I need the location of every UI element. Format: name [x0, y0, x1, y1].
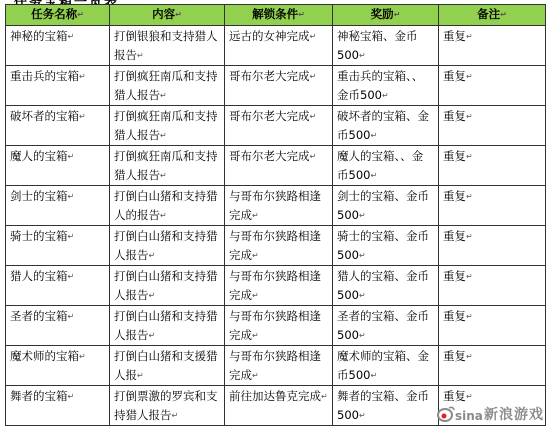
- cell-content: 打倒疯狂南瓜和支持猎人报告↵: [110, 66, 225, 106]
- table-row: [6, 66, 546, 106]
- cell-reward: 神秘宝箱、金币500↵: [333, 26, 439, 66]
- column-header-content: 内容↵: [110, 5, 225, 26]
- cell-unlock: 哥布尔老大完成↵: [225, 106, 333, 146]
- cell-note: 重复↵: [439, 26, 546, 66]
- cell-content: 打倒票激的罗宾和支持猎人报告↵: [110, 386, 225, 426]
- cell-unlock: 前往加达鲁克完成↵: [225, 386, 333, 426]
- cell-reward: 魔人的宝箱、、金币500↵: [333, 146, 439, 186]
- cell-note: 重复↵: [439, 186, 546, 226]
- cell-reward: 圣者的宝箱、金币500↵: [333, 306, 439, 346]
- cell-unlock: 哥布尔老大完成↵: [225, 146, 333, 186]
- cell-note: 重复↵: [439, 266, 546, 306]
- cell-reward: 猎人的宝箱、金币500↵: [333, 266, 439, 306]
- cell-reward: 魔术师的宝箱、金币500↵: [333, 346, 439, 386]
- cell-note: 重复↵: [439, 106, 546, 146]
- cell-name: 魔术师的宝箱↵: [6, 346, 110, 386]
- cell-content: 打倒银狼和支持猎人报告↵: [110, 26, 225, 66]
- cell-name: 舞者的宝箱↵: [6, 386, 110, 426]
- cell-name: 魔人的宝箱↵: [6, 146, 110, 186]
- cell-unlock: 与哥布尔狭路相逢完成↵: [225, 226, 333, 266]
- cell-note: 重复↵: [439, 386, 546, 426]
- table-row: [6, 266, 546, 306]
- cell-note: 重复↵: [439, 146, 546, 186]
- cell-note: 重复↵: [439, 66, 546, 106]
- table-row: [6, 186, 546, 226]
- cell-content: 打倒白山猪和支持猎人的报告↵: [110, 186, 225, 226]
- watermark-text: 新浪游戏: [484, 407, 544, 423]
- table-body: [6, 26, 546, 426]
- cell-content: 打倒白山猪和支持猎人报告↵: [110, 306, 225, 346]
- column-header-unlock: 解锁条件↵: [225, 5, 333, 26]
- cell-content: 打倒疯狂南瓜和支持猎人报告↵: [110, 106, 225, 146]
- cell-name: 神秘的宝箱↵: [6, 26, 110, 66]
- cell-note: 重复↵: [439, 346, 546, 386]
- cell-reward: 骑士的宝箱、金币500↵: [333, 226, 439, 266]
- table-header-row: [6, 5, 546, 26]
- cell-note: 重复↵: [439, 226, 546, 266]
- cell-unlock: 与哥布尔狭路相逢完成↵: [225, 346, 333, 386]
- cell-name: 骑士的宝箱↵: [6, 226, 110, 266]
- table-row: [6, 106, 546, 146]
- table-row: [6, 226, 546, 266]
- column-header-name: 任务名称↵: [6, 5, 110, 26]
- cell-content: 打倒疯狂南瓜和支持猎人报告↵: [110, 146, 225, 186]
- cell-reward: 舞者的宝箱、金币500↵: [333, 386, 439, 426]
- cell-name: 猎人的宝箱↵: [6, 266, 110, 306]
- sina-brand-text: sina: [455, 409, 483, 423]
- cell-name: 剑士的宝箱↵: [6, 186, 110, 226]
- cell-reward: 重击兵的宝箱、、金币500↵: [333, 66, 439, 106]
- cell-unlock: 与哥布尔狭路相逢完成↵: [225, 266, 333, 306]
- cell-name: 圣者的宝箱↵: [6, 306, 110, 346]
- cell-reward: 破坏者的宝箱、金币500↵: [333, 106, 439, 146]
- column-header-reward: 奖励↵: [333, 5, 439, 26]
- quest-table: [5, 4, 546, 426]
- cell-unlock: 与哥布尔狭路相逢完成↵: [225, 306, 333, 346]
- table-row: [6, 26, 546, 66]
- cell-reward: 剑士的宝箱、金币500↵: [333, 186, 439, 226]
- cell-content: 打倒白山猪和支援猎人报↵: [110, 346, 225, 386]
- cell-content: 打倒白山猪和支持猎人报告↵: [110, 266, 225, 306]
- table-row: [6, 306, 546, 346]
- table-row: [6, 346, 546, 386]
- cell-name: 重击兵的宝箱↵: [6, 66, 110, 106]
- cell-content: 打倒白山猪和支持猎人报告↵: [110, 226, 225, 266]
- cell-note: 重复↵: [439, 306, 546, 346]
- cell-unlock: 与哥布尔狭路相逢完成↵: [225, 186, 333, 226]
- table-row: [6, 386, 546, 426]
- cell-unlock: 远古的女神完成↵: [225, 26, 333, 66]
- column-header-note: 备注↵: [439, 5, 546, 26]
- cell-unlock: 哥布尔老大完成↵: [225, 66, 333, 106]
- cell-name: 破坏者的宝箱↵: [6, 106, 110, 146]
- table-row: [6, 146, 546, 186]
